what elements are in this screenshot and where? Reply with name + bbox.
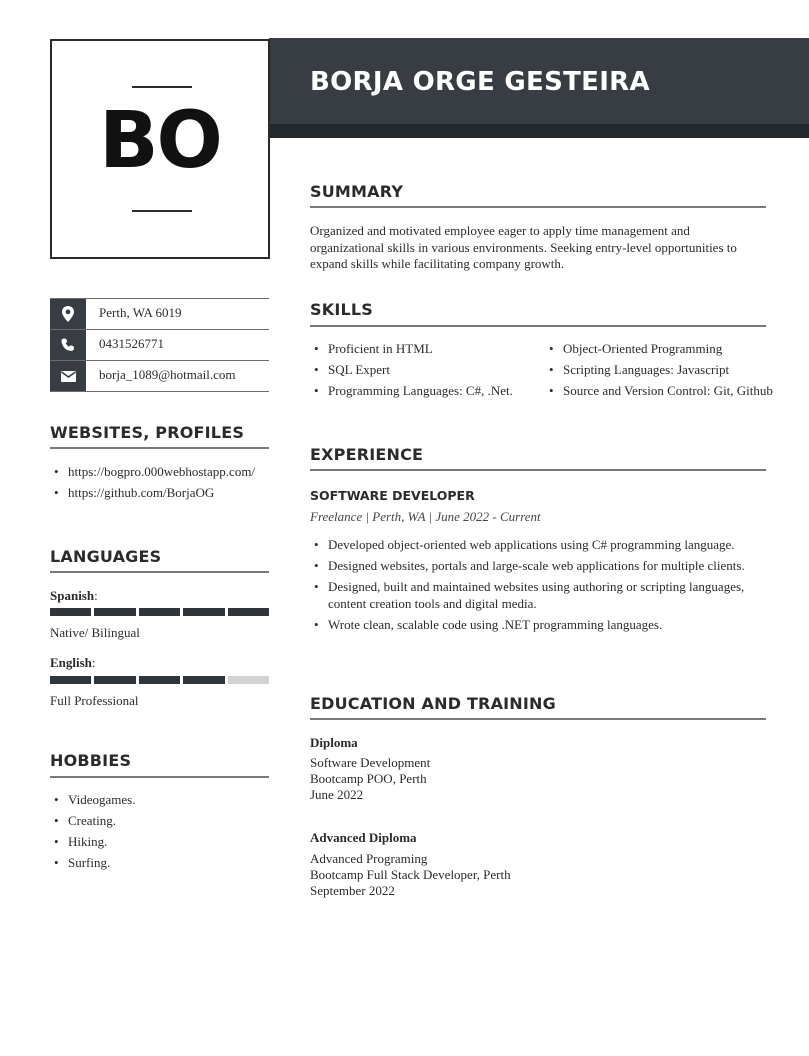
education-title: Advanced Diploma: [310, 830, 417, 845]
skill-item: • Source and Version Control: Git, Github: [563, 383, 784, 400]
websites-list: [50, 464, 269, 506]
language-name: Spanish:: [50, 588, 98, 603]
level-segment: [50, 608, 91, 616]
level-segment: [228, 608, 269, 616]
language-level-label: Native/ Bilingual: [50, 625, 140, 640]
monogram-top-line: [132, 86, 192, 88]
candidate-name: BORJA ORGE GESTEIRA: [310, 67, 650, 97]
education-line: September 2022: [310, 883, 395, 898]
contact-location: [50, 298, 269, 329]
contact-email-text: borja_1089@hotmail.com: [99, 367, 236, 382]
education-rule: [310, 718, 766, 720]
skill-item: • SQL Expert: [328, 362, 526, 379]
language-level-bar: [50, 608, 269, 616]
level-segment: [139, 676, 180, 684]
job-title: SOFTWARE DEVELOPER: [310, 488, 475, 503]
skill-item: • Proficient in HTML: [328, 341, 526, 358]
level-segment: [183, 676, 224, 684]
location-pin-icon: [50, 299, 86, 329]
website-link[interactable]: • https://bogpro.000webhostapp.com/: [68, 464, 269, 481]
hobby-item: • Hiking.: [68, 834, 269, 851]
education-line: June 2022: [310, 787, 364, 802]
education-line: Bootcamp Full Stack Developer, Perth: [310, 867, 511, 882]
skill-item: • Object-Oriented Programming: [563, 341, 784, 358]
job-meta: Freelance | Perth, WA | June 2022 - Current: [310, 509, 541, 524]
phone-icon: [50, 330, 86, 360]
hobbies-list: [50, 792, 269, 876]
skills-rule: [310, 325, 766, 327]
level-segment: [183, 608, 224, 616]
skills-heading: SKILLS: [310, 300, 373, 319]
monogram-bottom-line: [132, 210, 192, 212]
hobby-item: • Creating.: [68, 813, 269, 830]
experience-bullet: • Designed, built and maintained websites using authoring or scripting languages, content creation tools and digital media.: [328, 579, 780, 612]
contact-phone: [50, 329, 269, 360]
summary-heading: SUMMARY: [310, 182, 404, 201]
language-level-bar: [50, 676, 269, 684]
hobbies-heading: HOBBIES: [50, 751, 132, 770]
experience-rule: [310, 469, 766, 471]
hobby-item: • Videogames.: [68, 792, 269, 809]
envelope-icon: [50, 361, 86, 391]
level-segment: [139, 608, 180, 616]
skills-list-right: [545, 341, 784, 404]
education-line: Bootcamp POO, Perth: [310, 771, 427, 786]
skill-item: • Scripting Languages: Javascript: [563, 362, 784, 379]
level-segment: [94, 608, 135, 616]
level-segment: [94, 676, 135, 684]
level-segment: [50, 676, 91, 684]
hobbies-rule: [50, 776, 269, 778]
summary-text: Organized and motivated employee eager to apply time management and organizational skills in various environments. Seeking entry-level opportunities to expand skills while facilitating company growth.: [310, 223, 737, 271]
experience-bullet: • Wrote clean, scalable code using .NET programming languages.: [328, 617, 780, 634]
education-heading: EDUCATION AND TRAINING: [310, 694, 556, 713]
skill-item: • Programming Languages: C#, .Net.: [328, 383, 526, 400]
education-line: Advanced Programing: [310, 851, 428, 866]
contact-phone-text: 0431526771: [99, 336, 164, 351]
level-segment: [228, 676, 269, 684]
skills-list-left: [310, 341, 526, 404]
languages-heading: LANGUAGES: [50, 547, 162, 566]
languages-rule: [50, 571, 269, 573]
language-level-label: Full Professional: [50, 693, 139, 708]
experience-bullet: • Developed object-oriented web applications using C# programming language.: [328, 537, 780, 554]
experience-bullets: [310, 537, 780, 638]
website-link[interactable]: • https://github.com/BorjaOG: [68, 485, 269, 502]
contact-email: [50, 360, 269, 392]
contact-location-text: Perth, WA 6019: [99, 305, 182, 320]
language-name: English:: [50, 655, 96, 670]
websites-heading: WEBSITES, PROFILES: [50, 423, 245, 442]
monogram-box: [50, 39, 270, 259]
hobby-item: • Surfing.: [68, 855, 269, 872]
websites-rule: [50, 447, 269, 449]
monogram-initials: BO: [99, 96, 221, 186]
experience-bullet: • Designed websites, portals and large-scale web applications for multiple clients.: [328, 558, 780, 575]
education-line: Software Development: [310, 755, 431, 770]
experience-heading: EXPERIENCE: [310, 445, 424, 464]
header-strip: [269, 124, 809, 138]
education-title: Diploma: [310, 735, 358, 750]
summary-rule: [310, 206, 766, 208]
